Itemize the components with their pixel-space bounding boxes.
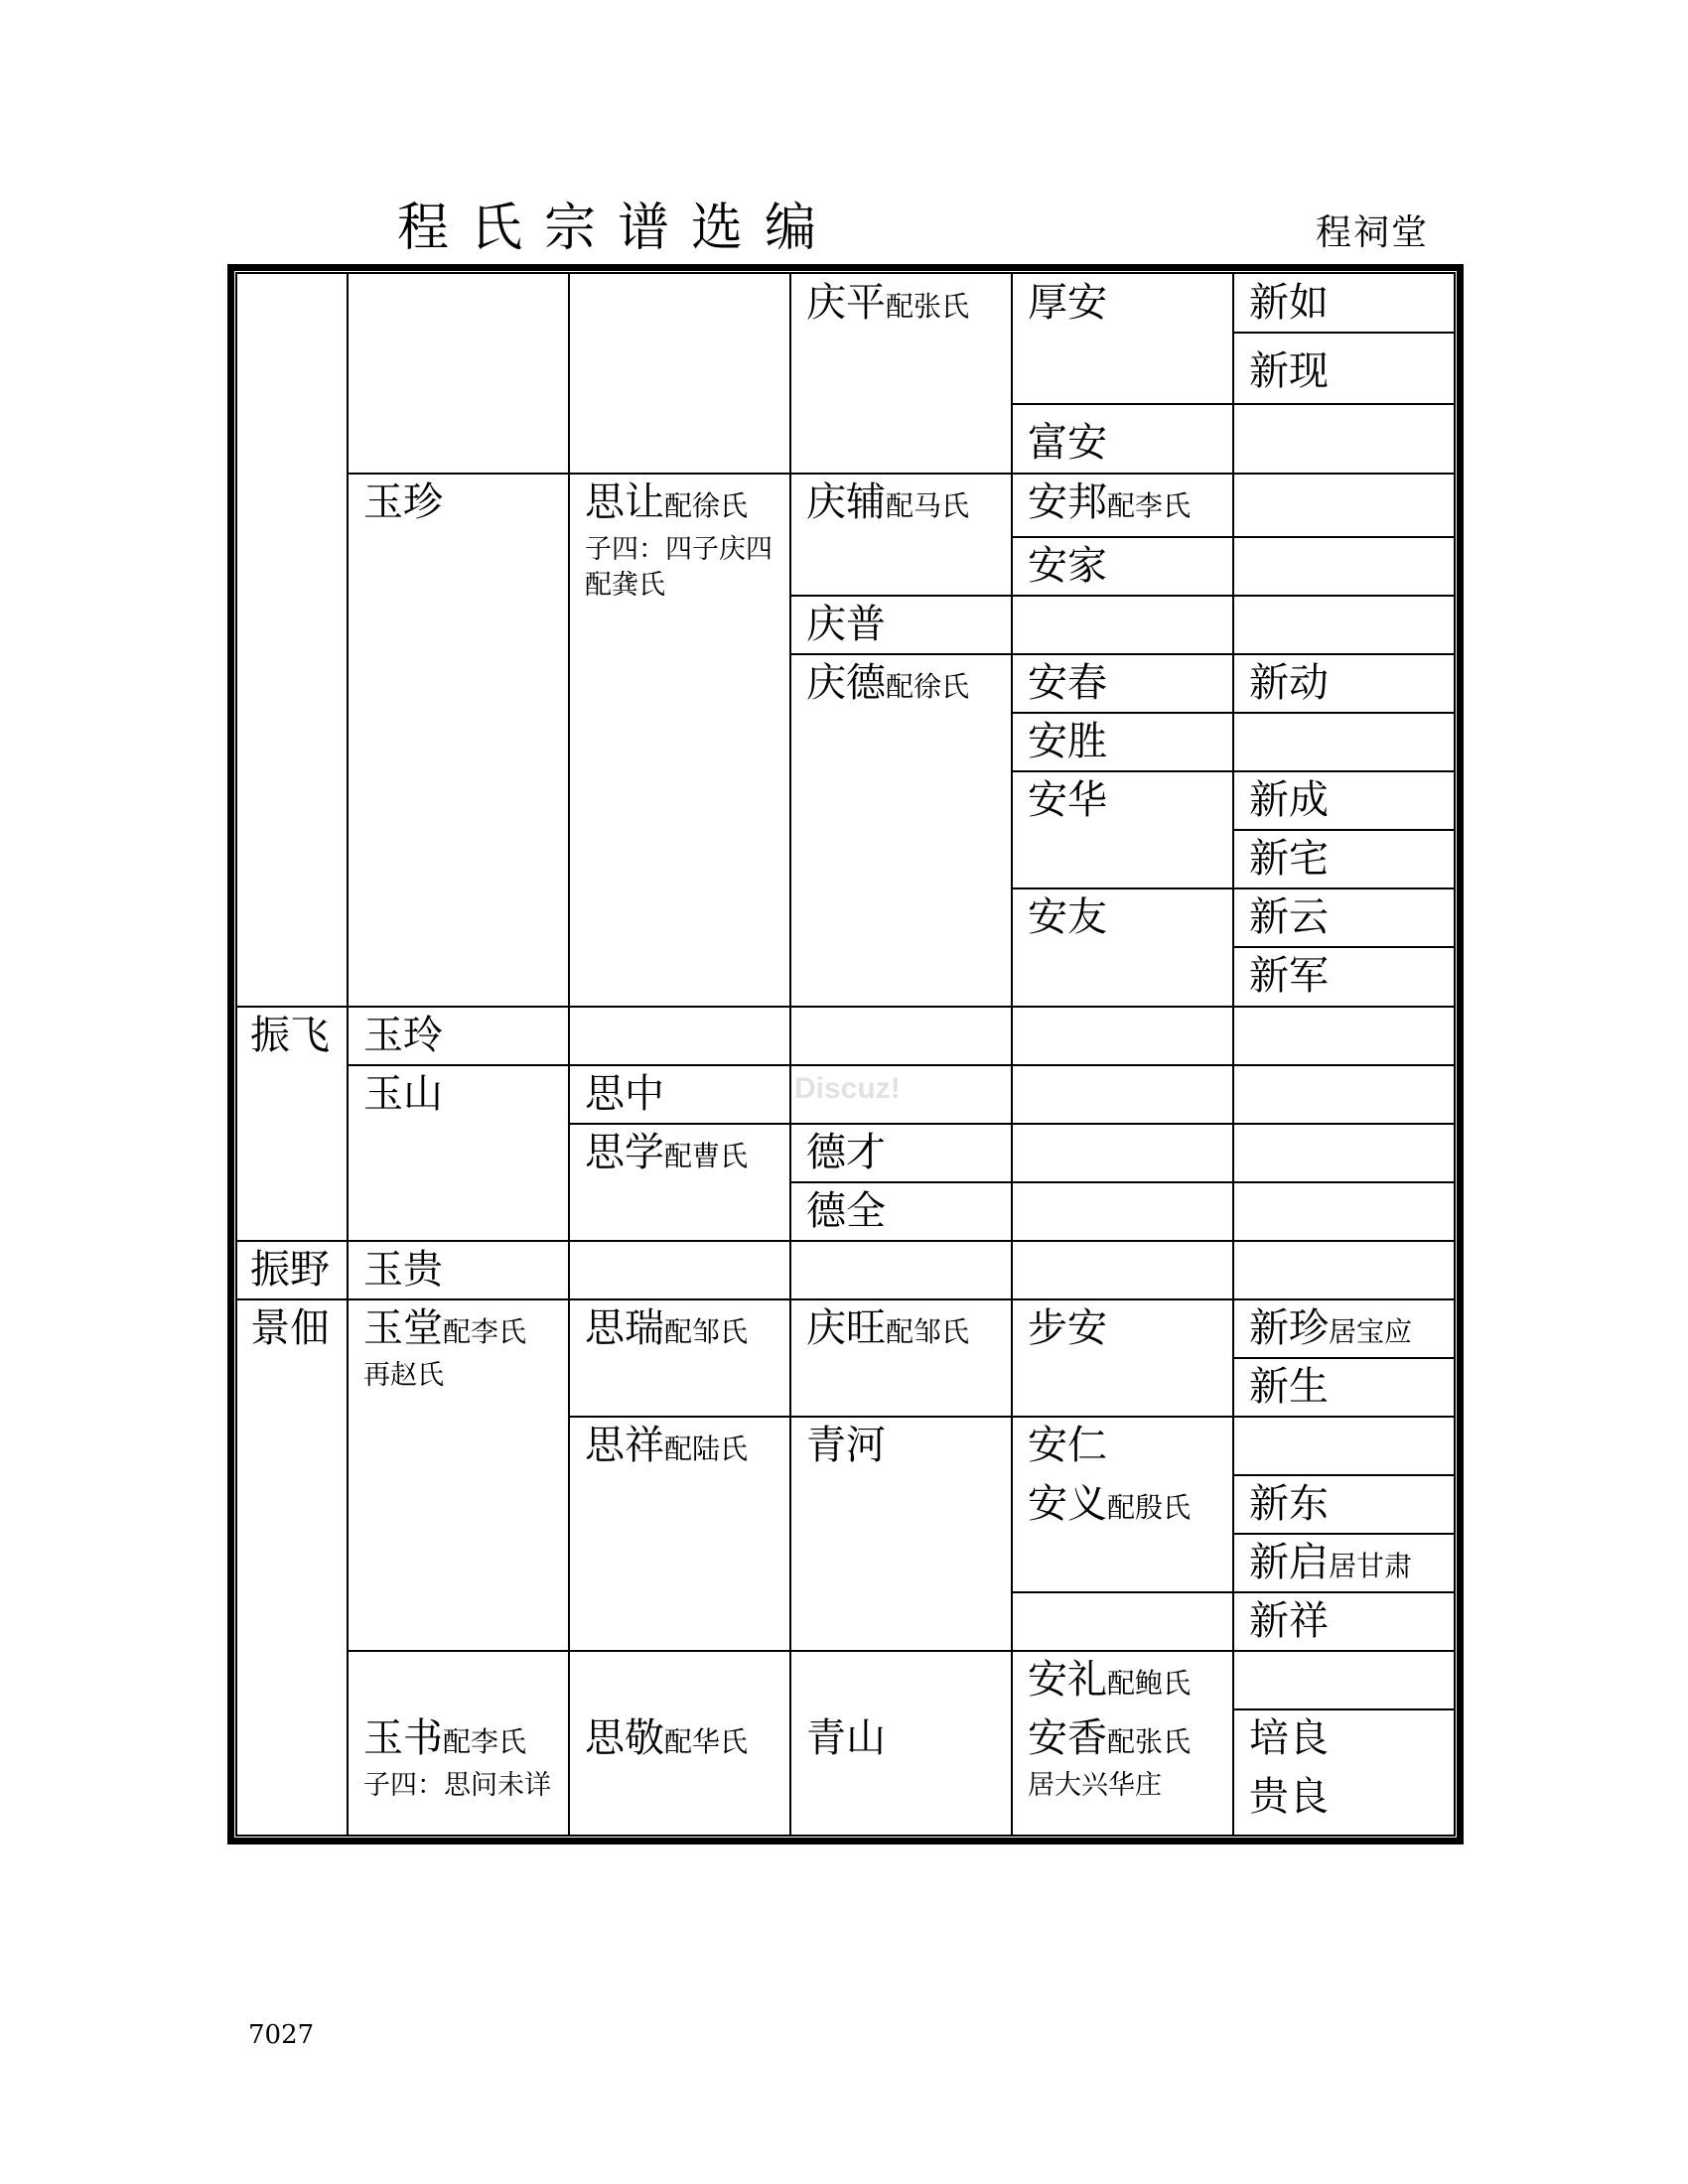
- entry-anren: [1028, 1422, 1107, 1469]
- entry-xinxiang: [1249, 1597, 1329, 1645]
- row-divider: [568, 1416, 1455, 1418]
- sirang-children-note: 子四：四子庆四: [585, 534, 773, 565]
- residence-note: 居甘肃: [1329, 1550, 1413, 1582]
- residence-note: 居宝应: [1329, 1315, 1413, 1348]
- person-name: 德才: [806, 1130, 886, 1175]
- person-name: 振野: [250, 1247, 330, 1293]
- row-divider: [1232, 332, 1455, 334]
- row-divider: [347, 1650, 1455, 1652]
- entry-anhua: [1028, 776, 1107, 824]
- entry-anjia: [1028, 542, 1107, 590]
- spouse-note: 配邹氏: [886, 1315, 970, 1348]
- entry-xinjun: [1249, 952, 1329, 1000]
- person-name: 思让: [585, 479, 664, 525]
- person-name: 新宅: [1249, 836, 1329, 882]
- person-name: 培良: [1249, 1715, 1329, 1761]
- person-name: 新军: [1249, 953, 1329, 999]
- entry-ansheng: [1028, 718, 1107, 765]
- person-name: 安春: [1028, 660, 1107, 706]
- person-name: 安华: [1028, 777, 1107, 823]
- entry-sirang: [585, 478, 748, 526]
- entry-qingfu: [806, 478, 969, 526]
- person-name: 安礼: [1028, 1657, 1107, 1703]
- yushu-children-note: 子四：思问未详: [363, 1770, 551, 1801]
- entry-guiliang: [1249, 1773, 1329, 1821]
- spouse-note: 配鲍氏: [1107, 1667, 1192, 1700]
- person-name: 新启: [1249, 1540, 1329, 1585]
- row-divider: [1232, 1357, 1455, 1359]
- page-title: 程氏宗谱选编: [397, 199, 839, 258]
- anxiang-residence-note: 居大兴华庄: [1028, 1770, 1162, 1801]
- spouse-note: 配殷氏: [1107, 1491, 1192, 1524]
- spouse-note: 配张氏: [1107, 1725, 1192, 1758]
- person-name: 玉贵: [363, 1247, 443, 1293]
- spouse-note: 配张氏: [886, 290, 970, 323]
- row-divider: [1232, 1533, 1455, 1535]
- person-name: 新如: [1249, 280, 1329, 326]
- entry-qingpu: [806, 601, 886, 648]
- person-name: 安家: [1028, 543, 1107, 589]
- hall-name: 程祠堂: [1316, 212, 1430, 253]
- row-divider: [1011, 887, 1455, 889]
- spouse-note: 配华氏: [664, 1725, 749, 1758]
- row-divider: [1011, 1591, 1455, 1593]
- row-divider: [1011, 536, 1455, 538]
- person-name: 青山: [806, 1715, 886, 1761]
- person-name: 思中: [585, 1071, 664, 1117]
- person-name: 德全: [806, 1188, 886, 1234]
- entry-anyi: [1028, 1480, 1191, 1528]
- entry-xinyun: [1249, 893, 1329, 941]
- entry-qingshan: [806, 1714, 886, 1762]
- row-divider: [1232, 1708, 1455, 1710]
- row-divider: [789, 595, 1455, 597]
- person-name: 青河: [806, 1423, 886, 1468]
- person-name: 步安: [1028, 1305, 1107, 1351]
- column-divider: [568, 272, 570, 1837]
- spouse-note: 配李氏: [443, 1315, 527, 1348]
- spouse-note: 配李氏: [1107, 489, 1192, 522]
- row-divider: [789, 653, 1455, 655]
- person-name: 安香: [1028, 1715, 1107, 1761]
- entry-yuzhen: [363, 478, 443, 526]
- entry-xinsheng: [1249, 1363, 1329, 1411]
- spouse-note: 配李氏: [443, 1725, 527, 1758]
- spouse-note: 配曹氏: [664, 1140, 749, 1172]
- person-name: 玉堂: [363, 1305, 443, 1351]
- person-name: 庆辅: [806, 479, 886, 525]
- row-divider: [235, 1006, 1455, 1008]
- row-divider: [1232, 946, 1455, 948]
- row-divider: [1232, 829, 1455, 831]
- entry-anli: [1028, 1656, 1191, 1704]
- entry-anxiang: [1028, 1714, 1191, 1762]
- row-divider: [347, 473, 1455, 475]
- entry-qingping: [806, 279, 969, 327]
- column-divider: [789, 272, 791, 1837]
- person-name: 安胜: [1028, 719, 1107, 764]
- entry-sixiang: [585, 1422, 748, 1469]
- entry-xincheng: [1249, 776, 1329, 824]
- spouse-note: 配徐氏: [664, 489, 749, 522]
- person-name: 新云: [1249, 894, 1329, 940]
- person-name: 富安: [1028, 420, 1107, 466]
- person-name: 玉书: [363, 1715, 443, 1761]
- person-name: 厚安: [1028, 280, 1107, 326]
- entry-xinzhen: [1249, 1304, 1412, 1352]
- person-name: 新生: [1249, 1364, 1329, 1410]
- entry-yutang: [363, 1304, 526, 1352]
- entry-yuling: [363, 1012, 443, 1059]
- row-divider: [235, 1240, 1455, 1242]
- row-divider: [1011, 712, 1455, 714]
- entry-qinghe: [806, 1422, 886, 1469]
- person-name: 新动: [1249, 660, 1329, 706]
- person-name: 新祥: [1249, 1598, 1329, 1644]
- yutang-second-spouse: 再赵氏: [363, 1360, 444, 1391]
- entry-decai: [806, 1129, 886, 1176]
- entry-anyou: [1028, 893, 1107, 941]
- entry-houan: [1028, 279, 1107, 327]
- person-name: 思敬: [585, 1715, 664, 1761]
- row-divider: [789, 1181, 1455, 1183]
- entry-xinxian: [1249, 347, 1329, 395]
- entry-sizhong: [585, 1070, 664, 1118]
- person-name: 安义: [1028, 1481, 1107, 1527]
- person-name: 庆平: [806, 280, 886, 326]
- person-name: 庆德: [806, 660, 886, 706]
- person-name: 振飞: [250, 1013, 330, 1058]
- entry-qingde: [806, 659, 969, 707]
- column-divider: [347, 272, 349, 1837]
- page-number: 7027: [248, 2020, 315, 2050]
- entry-yushan: [363, 1070, 443, 1118]
- entry-xindong: [1249, 659, 1329, 707]
- spouse-note: 配陆氏: [664, 1433, 749, 1465]
- entry-anchun: [1028, 659, 1107, 707]
- spouse-note: 配邹氏: [664, 1315, 749, 1348]
- entry-xinzhai: [1249, 835, 1329, 883]
- entry-xindong2: [1249, 1480, 1329, 1528]
- entry-qingwang: [806, 1304, 969, 1352]
- watermark: Discuz!: [794, 1072, 901, 1105]
- entry-zhenfei: [250, 1012, 330, 1059]
- row-divider: [1011, 770, 1455, 772]
- entry-xinru: [1249, 279, 1329, 327]
- person-name: 思学: [585, 1130, 664, 1175]
- person-name: 玉玲: [363, 1013, 443, 1058]
- entry-jingtian: [250, 1304, 330, 1352]
- entry-xinqi: [1249, 1539, 1412, 1586]
- person-name: 庆旺: [806, 1305, 886, 1351]
- row-divider: [1232, 1474, 1455, 1476]
- entry-yugui: [363, 1246, 443, 1294]
- person-name: 景佃: [250, 1305, 330, 1351]
- row-divider: [347, 1064, 1455, 1066]
- entry-peiliang: [1249, 1714, 1329, 1762]
- spouse-note: 配马氏: [886, 489, 970, 522]
- entry-zhenye: [250, 1246, 330, 1294]
- person-name: 安仁: [1028, 1423, 1107, 1468]
- entry-sirui: [585, 1304, 748, 1352]
- row-divider: [1011, 403, 1455, 405]
- person-name: 思祥: [585, 1423, 664, 1468]
- entry-sijing: [585, 1714, 748, 1762]
- row-divider: [235, 1298, 1455, 1300]
- spouse-note: 配徐氏: [886, 670, 970, 703]
- person-name: 庆普: [806, 602, 886, 647]
- sirang-children-note-2: 配龚氏: [585, 570, 665, 601]
- entry-fuan: [1028, 419, 1107, 467]
- person-name: 新成: [1249, 777, 1329, 823]
- row-divider: [568, 1123, 1455, 1125]
- person-name: 安邦: [1028, 479, 1107, 525]
- person-name: 思瑞: [585, 1305, 664, 1351]
- person-name: 贵良: [1249, 1774, 1329, 1820]
- entry-yushu: [363, 1714, 526, 1762]
- person-name: 玉珍: [363, 479, 443, 525]
- person-name: 玉山: [363, 1071, 443, 1117]
- entry-dequan: [806, 1187, 886, 1235]
- person-name: 安友: [1028, 894, 1107, 940]
- entry-buan: [1028, 1304, 1107, 1352]
- entry-anbang: [1028, 478, 1191, 526]
- person-name: 新现: [1249, 348, 1329, 394]
- person-name: 新珍: [1249, 1305, 1329, 1351]
- column-divider: [1232, 272, 1234, 1837]
- person-name: 新东: [1249, 1481, 1329, 1527]
- entry-sixue: [585, 1129, 748, 1176]
- column-divider: [1011, 272, 1013, 1837]
